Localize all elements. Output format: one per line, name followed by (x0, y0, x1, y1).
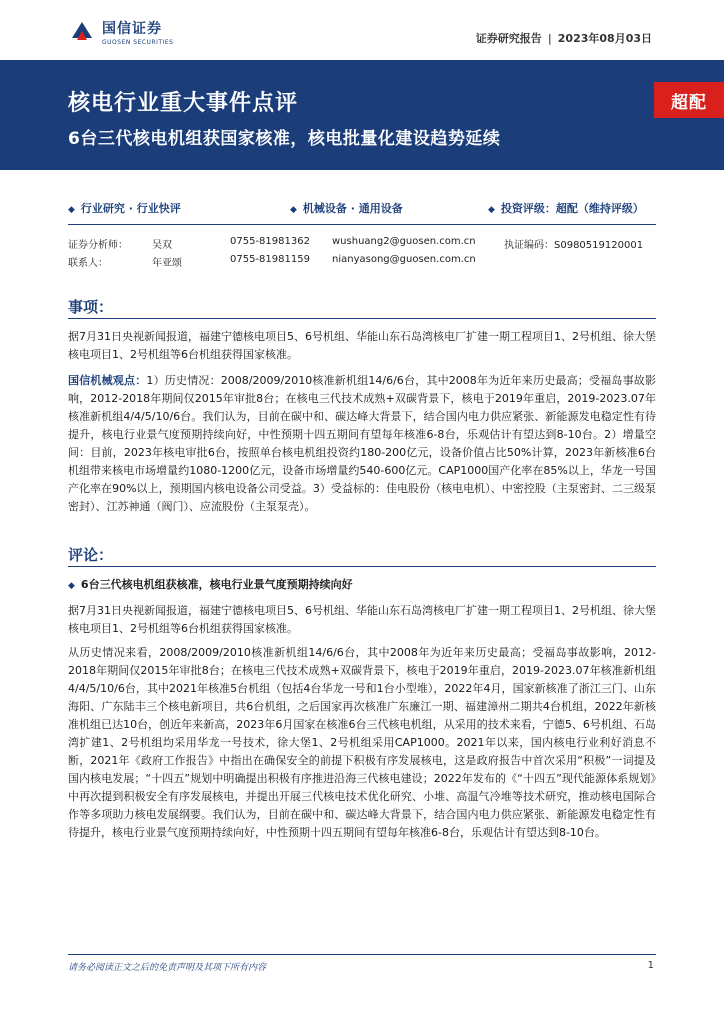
meta-rating: ◆ 投资评级：超配（维持评级） (488, 202, 644, 215)
analyst-name: 吴双 (152, 240, 172, 251)
diamond-icon: ◆ (290, 205, 297, 215)
footer-divider (68, 954, 656, 955)
event-text: 据7月31日央视新闻报道，福建宁德核电项目5、6号机组、华能山东石岛湾核电厂扩建一期工程项目1、2号机组、徐大堡核电项目1、2号机组等6台机组获得国家核准。 (68, 330, 656, 361)
diamond-icon: ◆ (488, 205, 495, 215)
comment-para-1: 据7月31日央视新闻报道，福建宁德核电项目5、6号机组、华能山东石岛湾核电厂扩建一期工程项目1、2号机组、徐大堡核电项目1、2号机组等6台机组获得国家核准。 (68, 604, 656, 635)
analyst-email[interactable]: wushuang2@guosen.com.cn (332, 236, 476, 247)
contact-name: 年亚颂 (152, 258, 182, 269)
logo-mark-icon (68, 18, 96, 46)
rating-badge: 超配 (654, 82, 724, 118)
analyst-cert: 执证编码：S0980519120001 (504, 240, 644, 251)
page-number: 1 (647, 960, 654, 971)
analyst-label: 证券分析师： (68, 240, 128, 251)
view-text: 1）历史情况：2008/2009/2010核准新机组14/6/6台，其中2008年为近年来历史最高；受福岛事故影响，2012-2018年期间仅2015年审批8台；在核电三代技术成熟+双碳背景下，核电于2019年重启，2019-2023.07年核准新机组4/4/5/10/6台。我们认为，目前在碳中和、碳达峰大背景下，结合国内电力供应紧张、新能源发电稳定性有待提升，核电行业景气度预期持续向好，中性预期十四五期间有望每年核准6-8台，乐观估计有望达到8-10台。2）增量空间：目前，2023年核电审批6台，按照单台核电机组投资约180-200亿元，设备价值占比50%计算，2023年新核准6台机组带来核电市场增量约1080-1200亿元，设备市场增量约540-600亿元。CAP1000国产化率在85%以上，华龙一号国产化率在90%以上，预期国内核电设备公司受益。3）受益标的：佳电股份（核电电机）、中密控股（主泵密封、二三级泵密封）、江苏神通（阀门）、应流股份（主泵泵壳）。 (68, 374, 656, 513)
event-heading: 事项： (68, 298, 114, 316)
report-date: 2023年08月03日 (557, 32, 652, 45)
comment-para-2: 从历史情况来看，2008/2009/2010核准新机组14/6/6台，其中2008年为近年来历史最高；受福岛事故影响，2012-2018年期间仅2015年审批8台；在核电三代技术成熟+双碳背景下，核电于2019年重启，2019-2023.07年核准新机组4/4/5/10/6台，其中2021年核准5台机组（包括4台华龙一号和1台小型堆），2022年4月，国家新核准了浙江三门、山东海阳、广东陆丰三个核电新项目，共6台机组，之后国家再次核准广东廉江一期、福建漳州二期共4台机组，2022年新核准机组已达10台，创近年来新高，2023年6月国家在核准6台三代核电机组，从采用的技术来看，宁德5、6号机组、石岛湾扩建1、2号机组均采用华龙一号技术，徐大堡1、2号机组采用CAP1000。2021年以来，国内核电行业利好消息不断，2021年《政府工作报告》中指出在确保安全的前提下积极有序发展核电，这是政府报告中首次采用“积极”一词提及国内核电发展；“十四五”规划中明确提出积极有序推进沿海三代核电建设；2022年发布的《“十四五”现代能源体系规划》中再次提到积极安全有序发展核电，并提出开展三代核电技术优化研究、小堆、高温气冷堆等技术研究，推动核电国际合作等多项助力核电发展纲要。我们认为，目前在碳中和、碳达峰大背景下，结合国内电力供应紧张、新能源发电稳定性有待提升，核电行业景气度预期持续向好，中性预期十四五期间有望每年核准6-8台，乐观估计有望达到8-10台。 (68, 646, 656, 839)
page-header (0, 0, 724, 58)
contact-email[interactable]: nianyasong@guosen.com.cn (332, 254, 476, 265)
title-banner (0, 60, 724, 170)
comment-heading: 评论： (68, 546, 114, 564)
diamond-icon: ◆ (68, 205, 75, 215)
report-type: 证券研究报告 (475, 32, 542, 45)
diamond-icon: ◆ (68, 581, 75, 591)
report-title: 核电行业重大事件点评 (68, 91, 299, 116)
report-info: 证券研究报告 | 2023年08月03日 (475, 32, 652, 45)
contact-label: 联系人： (68, 258, 108, 269)
divider (68, 318, 656, 319)
comment-point: ◆ 6台三代核电机组获核准，核电行业景气度预期持续向好 (68, 578, 353, 591)
report-subtitle: 6台三代核电机组获国家核准，核电批量化建设趋势延续 (68, 129, 501, 149)
meta-sector: ◆ 机械设备 · 通用设备 (290, 202, 403, 215)
meta-category: ◆ 行业研究 · 行业快评 (68, 202, 181, 215)
contact-phone: 0755-81981159 (230, 254, 310, 265)
view-paragraph (68, 372, 656, 516)
logo-text-en: GUOSEN SECURITIES (102, 39, 174, 46)
footer-disclaimer: 请务必阅读正文之后的免责声明及其项下所有内容 (68, 963, 267, 973)
divider (68, 224, 656, 225)
logo-text-cn: 国信证券 (102, 21, 162, 37)
view-label: 国信机械观点： (68, 374, 147, 387)
divider (68, 566, 656, 567)
meta-bar (68, 196, 656, 222)
analyst-phone: 0755-81981362 (230, 236, 310, 247)
company-logo (68, 18, 173, 46)
